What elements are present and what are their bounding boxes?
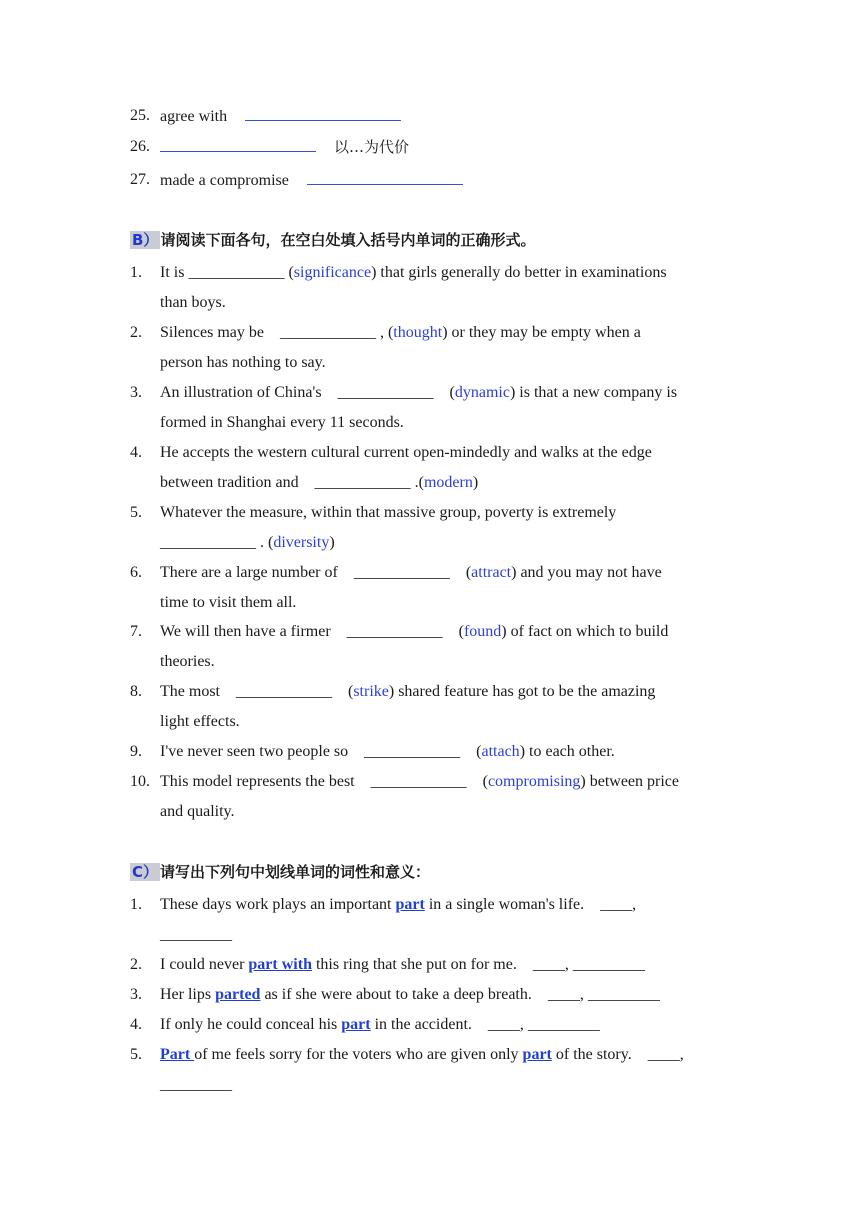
answer-blank[interactable] [245, 106, 401, 121]
item-number: 3. [130, 384, 142, 401]
hint-word: attach [481, 743, 520, 760]
worksheet-page: 25. agree with 26. 以…为代价 27. made a compromise B） 请阅读下面各句，在空白处填入括号内单词的正确形式。 1. It is ____________ (significance) that girls generally do better in examinations than boys. 2. Silences may be ____________ , (thought) or they may be empty when a person has nothing to say. 3. An illustration of China's ____________ (dynamic) is that a new company is formed in Shanghai every 11 seconds. 4. He accepts the western cultural current open-mindedly and walks at the edge between tradition and ____________ .(modern) 5. Whatever the measure, within that massive group, poverty is extremely ____________ . (diversity) 6. There are a large number of ____________ (attract) and you may not have time to visit them all. 7. We will then have a firmer ____________ (found) of fact on which to build theories. 8. The most ____________ (strike) shared feature has got to be the amazing light effects. 9. I've never seen two people so ____________ (attach) to each other. 10. This model represents the best ____________ (compromising) between price and quality. C） 请写出下列句中划线单词的词性和意义： 1. These days work plays an important part in a single woman's life. ____, _________ 2. I could never part with this ring that she put on for me. ____, _________ 3. Her lips parted as if she were about to take a deep breath. ____, _________ 4. If only he could conceal his part in the accident. ____, _________ 5. Part of me feels sorry for the voters who are given only part of the story. ____, _________ [130, 107, 684, 1093]
underlined-word: part [341, 1016, 371, 1033]
hint-word: found [463, 623, 502, 640]
answer-blank[interactable] [307, 170, 463, 185]
item-number: 5. [130, 1046, 142, 1063]
item-number: 25. [130, 107, 150, 124]
underlined-word: Part [160, 1046, 195, 1063]
section-tag: C） [132, 863, 159, 881]
item-text: made a compromise [160, 170, 463, 191]
section-title: 请阅读下面各句，在空白处填入括号内单词的正确形式。 [160, 231, 536, 249]
item-text [160, 137, 409, 158]
item-number: 26. [130, 138, 150, 155]
item-number: 4. [130, 1016, 142, 1033]
item-number: 2. [130, 956, 142, 973]
hint-word: modern [423, 474, 473, 491]
hint-word: diversity [273, 534, 330, 551]
answer-blank[interactable] [160, 137, 316, 152]
hint-word: thought [393, 324, 443, 341]
item-number: 5. [130, 504, 142, 521]
underlined-word: part with [248, 956, 312, 973]
section-tag: B） [132, 231, 159, 249]
section-title: 请写出下列句中划线单词的词性和意义： [160, 863, 431, 881]
item-number: 3. [130, 986, 142, 1003]
hint-word: dynamic [454, 384, 510, 401]
item-number: 8. [130, 683, 142, 700]
item-number: 1. [130, 264, 142, 281]
item-number: 1. [130, 896, 142, 913]
item-number: 4. [130, 444, 142, 461]
chinese-note: 以…为代价 [334, 138, 410, 156]
hint-word: significance [293, 264, 372, 281]
item-number: 2. [130, 324, 142, 341]
hint-word: attract [471, 564, 512, 581]
item-number: 6. [130, 564, 142, 581]
hint-word: compromising [487, 773, 581, 790]
item-number: 7. [130, 623, 142, 640]
underlined-word: parted [215, 986, 261, 1003]
underlined-word: part [395, 896, 425, 913]
underlined-word: part [522, 1046, 552, 1063]
hint-word: strike [353, 683, 389, 700]
item-number: 9. [130, 743, 142, 760]
item-number: 10. [130, 773, 150, 790]
item-text: agree with [160, 106, 401, 127]
item-number: 27. [130, 171, 150, 188]
